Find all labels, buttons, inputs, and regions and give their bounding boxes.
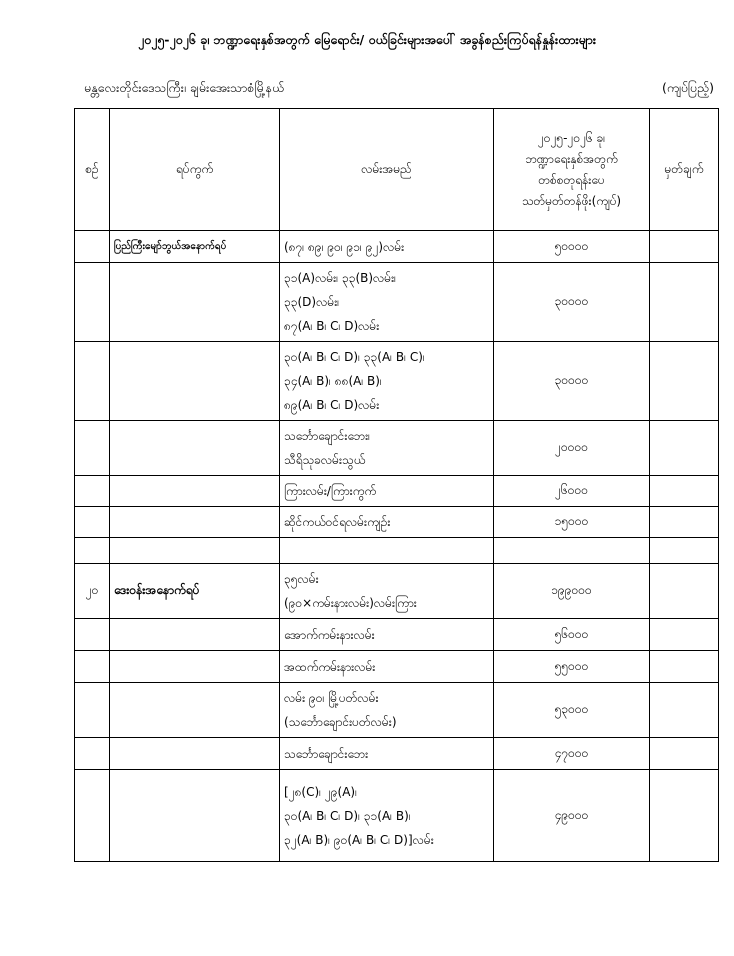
cell-no — [75, 619, 110, 651]
document-title: ၂၀၂၅-၂၀၂၆ ခု၊ ဘဏ္ဍာရေးနှစ်အတွက် မြေရောင်း/ ဝယ်ခြင်းများအပေါ် အခွန်စည်းကြပ်ရန်နှုန်းထားများ — [137, 32, 597, 47]
street-line: အထက်ကမ်းနားလမ်း — [284, 659, 376, 674]
cell-rate: ၃၀၀၀၀ — [494, 342, 650, 421]
cell-ward — [110, 619, 280, 651]
cell-rate: ၁၉၉၀၀၀ — [494, 564, 650, 619]
cell-no — [75, 770, 110, 862]
cell-street — [280, 738, 494, 770]
cell-rate: ၅၃၀၀၀ — [494, 683, 650, 738]
cell-ward — [110, 476, 280, 507]
cell-ward: ပြည်ကြီးမျော်ဘွယ်အနောက်ရပ် — [110, 231, 280, 263]
cell-no — [75, 231, 110, 263]
cell-street — [280, 476, 494, 507]
header-street: လမ်းအမည် — [280, 109, 494, 231]
header-rate — [494, 109, 650, 231]
cell-remarks — [650, 476, 719, 507]
header-rate-line: ဘဏ္ဍာရေးနှစ်အတွက် — [525, 151, 618, 166]
table-row — [75, 231, 719, 263]
cell-ward — [110, 263, 280, 342]
cell-street — [280, 231, 494, 263]
street-line: (၉၀×ကမ်းနားလမ်း)လမ်းကြား — [284, 596, 417, 610]
street-line: (သင်္ဘောချောင်းပတ်လမ်း) — [284, 715, 397, 729]
street-line: [၂၈(C)၊ ၂၉(A)၊ — [284, 784, 358, 799]
header-rate-line: ၂၀၂၅-၂၀၂၆ ခု၊ — [537, 130, 606, 145]
street-line: ကြားလမ်း/ကြားကွက် — [284, 484, 377, 498]
cell-street — [280, 342, 494, 421]
street-line: လမ်း ၉၀၊ မြို့ပတ်လမ်း — [284, 691, 379, 705]
cell-rate — [494, 538, 650, 564]
cell-rate: ၅၅၀၀၀ — [494, 651, 650, 683]
cell-street — [280, 770, 494, 862]
street-line: သင်္ဘောချောင်းဘေး — [284, 746, 369, 761]
cell-ward: ဒေးဝန်းအနောက်ရပ် — [110, 564, 280, 619]
region-label: မန္တလေးတိုင်းဒေသကြီး၊ ချမ်းအေးသာစံမြို့နယ် — [84, 80, 285, 95]
cell-street — [280, 263, 494, 342]
street-line: အောက်ကမ်းနားလမ်း — [284, 627, 375, 642]
cell-ward — [110, 342, 280, 421]
header-rate-line: တစ်စတုရန်းပေ — [538, 172, 605, 187]
table-row — [75, 476, 719, 507]
table-row — [75, 564, 719, 619]
cell-street — [280, 421, 494, 476]
cell-ward — [110, 738, 280, 770]
street-line: ၈၇(A၊ B၊ C၊ D)လမ်း — [284, 319, 380, 333]
rates-table — [74, 108, 719, 862]
cell-no — [75, 476, 110, 507]
cell-remarks — [650, 564, 719, 619]
cell-rate: ၁၅၀၀၀ — [494, 507, 650, 538]
table-row — [75, 738, 719, 770]
cell-street — [280, 683, 494, 738]
table-row — [75, 683, 719, 738]
street-line: သင်္ဘောချောင်းဘေး၊ — [284, 429, 371, 443]
street-line: ၃၀(A၊ B၊ C၊ D)၊ ၃၁(A၊ B)၊ — [284, 808, 411, 823]
table-body — [75, 231, 719, 862]
cell-remarks — [650, 770, 719, 862]
street-line: ဆိုင်ကယ်ဝင်ရလမ်းကျဉ်း — [284, 515, 391, 529]
cell-remarks — [650, 619, 719, 651]
table-row — [75, 507, 719, 538]
header-remarks: မှတ်ချက် — [650, 109, 719, 231]
cell-remarks — [650, 738, 719, 770]
cell-ward — [110, 770, 280, 862]
street-line: ၃၁(A)လမ်း၊ ၃၃(B)လမ်း၊ — [284, 271, 397, 285]
cell-no — [75, 651, 110, 683]
cell-remarks — [650, 683, 719, 738]
cell-ward — [110, 507, 280, 538]
street-line: ၃၃(D)လမ်း၊ — [284, 295, 340, 309]
table-row — [75, 651, 719, 683]
cell-remarks — [650, 263, 719, 342]
cell-remarks — [650, 538, 719, 564]
cell-street — [280, 564, 494, 619]
cell-rate: ၅၆၀၀၀ — [494, 619, 650, 651]
cell-street — [280, 507, 494, 538]
cell-rate: ၂၀၀၀၀ — [494, 421, 650, 476]
cell-rate: ၄၉၀၀၀ — [494, 770, 650, 862]
table-row — [75, 770, 719, 862]
street-line: သီရိသုခလမ်းသွယ် — [284, 453, 366, 467]
cell-rate: ၄၇၀၀၀ — [494, 738, 650, 770]
cell-no — [75, 538, 110, 564]
cell-ward — [110, 421, 280, 476]
cell-remarks — [650, 342, 719, 421]
header-ward: ရပ်ကွက် — [110, 109, 280, 231]
table-row — [75, 342, 719, 421]
cell-remarks — [650, 507, 719, 538]
cell-ward — [110, 651, 280, 683]
cell-street — [280, 538, 494, 564]
header-rate-line: သတ်မှတ်တန်ဖိုး(ကျပ်) — [521, 193, 622, 208]
table-row — [75, 619, 719, 651]
table-row — [75, 263, 719, 342]
currency-note: (ကျပ်ပြည့်) — [661, 80, 714, 95]
cell-no — [75, 421, 110, 476]
cell-no — [75, 342, 110, 421]
street-line: ၃၂(A၊ B)၊ ၉၀(A၊ B၊ C၊ D)]လမ်း — [284, 832, 434, 847]
cell-no — [75, 507, 110, 538]
street-line: ၈၉(A၊ B၊ C၊ D)လမ်း — [284, 398, 380, 412]
street-line: ၃၄(A၊ B)၊ ၈၈(A၊ B)၊ — [284, 374, 382, 388]
cell-remarks — [650, 651, 719, 683]
cell-rate: ၂၆၀၀၀ — [494, 476, 650, 507]
header-no: စဉ် — [75, 109, 110, 231]
cell-no: ၂၀ — [75, 564, 110, 619]
cell-rate: ၅၀၀၀၀ — [494, 231, 650, 263]
cell-no — [75, 683, 110, 738]
cell-no — [75, 263, 110, 342]
cell-rate: ၃၀၀၀၀ — [494, 263, 650, 342]
cell-street — [280, 619, 494, 651]
street-line: ၃၀(A၊ B၊ C၊ D)၊ ၃၃(A၊ B၊ C)၊ — [284, 350, 425, 364]
table-row — [75, 538, 719, 564]
cell-ward — [110, 538, 280, 564]
cell-no — [75, 738, 110, 770]
cell-ward — [110, 683, 280, 738]
table-row — [75, 421, 719, 476]
subheading — [84, 80, 714, 99]
cell-remarks — [650, 421, 719, 476]
cell-remarks — [650, 231, 719, 263]
table-header-row — [75, 109, 719, 231]
street-line: (၈၇၊ ၈၉၊ ၉၀၊ ၉၁၊ ၉၂)လမ်း — [284, 239, 405, 254]
cell-street — [280, 651, 494, 683]
street-line: ၃၅လမ်း — [284, 572, 319, 586]
